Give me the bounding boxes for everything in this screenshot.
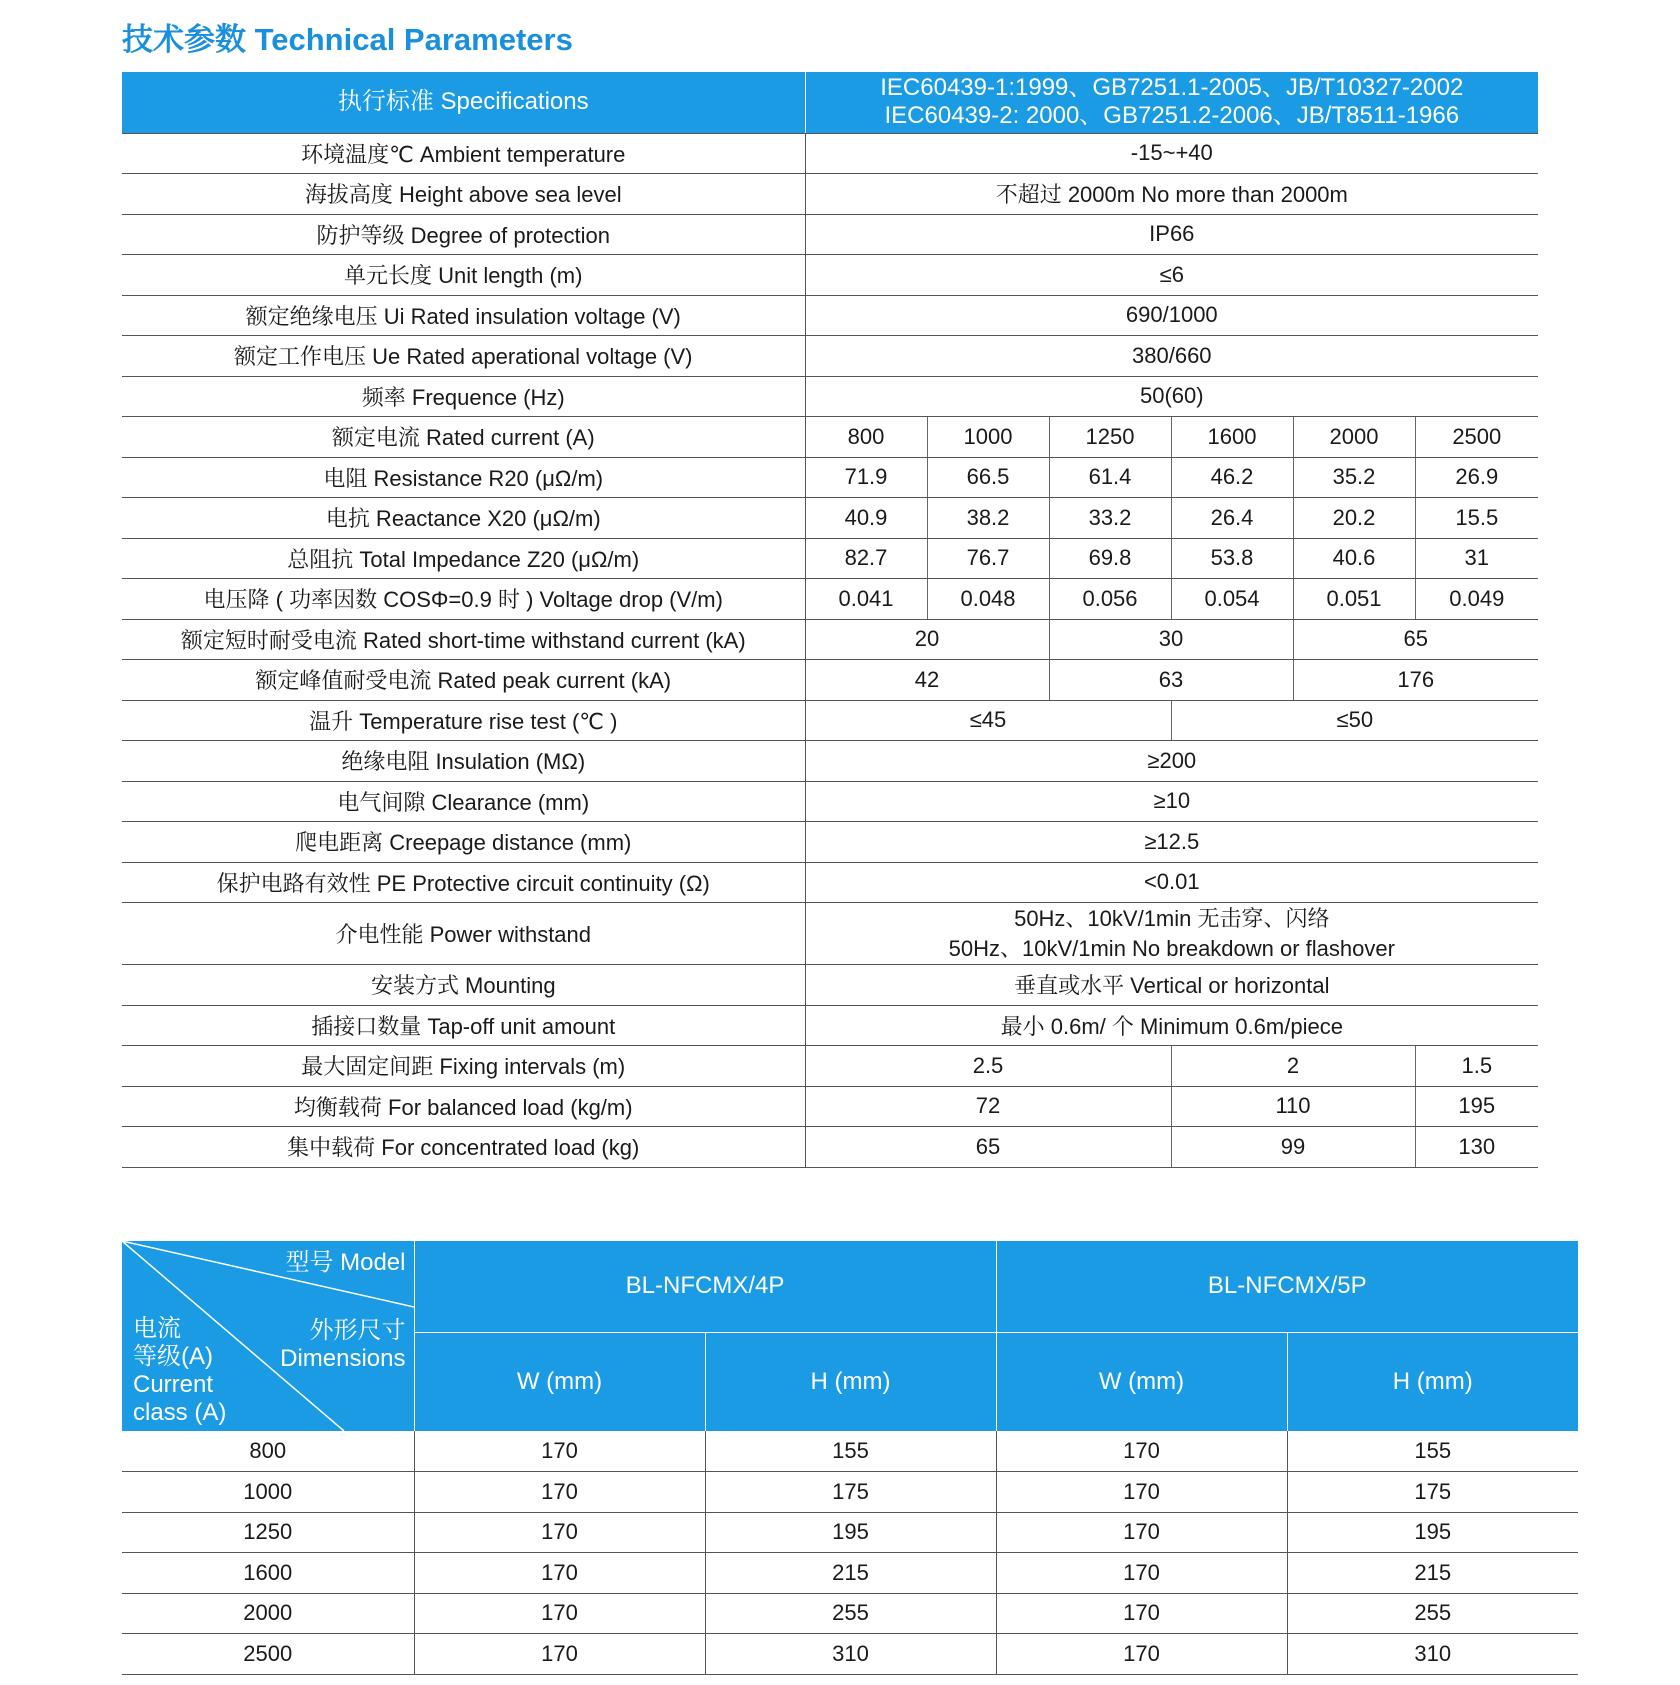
table-row <box>122 903 1538 965</box>
table-row <box>122 1127 1538 1168</box>
table-row <box>122 336 1538 377</box>
table-cell: 1250 <box>122 1512 414 1553</box>
table-row <box>122 1086 1538 1127</box>
table-cell: 26.4 <box>1171 498 1293 539</box>
table-row <box>122 1634 1578 1675</box>
table-row <box>122 133 1538 174</box>
table-cell: 1000 <box>122 1472 414 1513</box>
table-row <box>122 376 1538 417</box>
table-cell: 71.9 <box>805 457 927 498</box>
table-cell: ≤45 <box>805 700 1171 741</box>
table-cell: 0.056 <box>1049 579 1171 620</box>
row-label: 防护等级 Degree of protection <box>122 214 805 255</box>
row-label: 电抗 Reactance X20 (μΩ/m) <box>122 498 805 539</box>
table-cell: 310 <box>705 1634 996 1675</box>
row-label: 均衡载荷 For balanced load (kg/m) <box>122 1086 805 1127</box>
table-row <box>122 862 1538 903</box>
row-value: 最小 0.6m/ 个 Minimum 0.6m/piece <box>805 1005 1538 1046</box>
table-cell: 72 <box>805 1086 1171 1127</box>
table-row <box>122 1431 1578 1472</box>
row-value: ≥200 <box>805 741 1538 782</box>
spec-value-line2: IEC60439-2: 2000、GB7251.2-2006、JB/T8511-1966 <box>884 102 1460 130</box>
spec-value <box>805 72 1538 133</box>
row-value: ≥10 <box>805 781 1538 822</box>
specifications-row <box>122 72 1538 133</box>
dimensions-caption-en: Dimensions <box>280 1345 406 1372</box>
table-cell: 63 <box>1049 660 1293 701</box>
column-header: H (mm) <box>705 1332 996 1431</box>
table-row <box>122 1593 1578 1634</box>
row-label: 额定电流 Rated current (A) <box>122 417 805 458</box>
table-cell: ≤50 <box>1171 700 1538 741</box>
row-value <box>805 903 1538 965</box>
model-4p-header: BL-NFCMX/4P <box>414 1241 996 1332</box>
table-cell: 170 <box>414 1512 705 1553</box>
row-label: 总阻抗 Total Impedance Z20 (μΩ/m) <box>122 538 805 579</box>
table-cell: 110 <box>1171 1086 1415 1127</box>
spec-label: 执行标准 Specifications <box>122 72 805 133</box>
table-cell: 2 <box>1171 1046 1415 1087</box>
technical-parameters-table <box>122 72 1538 1168</box>
table-cell: 175 <box>705 1472 996 1513</box>
table-cell: 170 <box>414 1593 705 1634</box>
page-title: 技术参数 Technical Parameters <box>122 22 573 57</box>
row-label: 环境温度℃ Ambient temperature <box>122 133 805 174</box>
row-value: <0.01 <box>805 862 1538 903</box>
table-cell: 2500 <box>1415 417 1538 458</box>
table-cell: 170 <box>996 1593 1287 1634</box>
table-row <box>122 295 1538 336</box>
table-cell: 0.049 <box>1415 579 1538 620</box>
table-row <box>122 965 1538 1006</box>
table-cell: 310 <box>1287 1634 1578 1675</box>
table-cell: 195 <box>1415 1086 1538 1127</box>
table-row <box>122 1472 1578 1513</box>
row-label: 海拔高度 Height above sea level <box>122 174 805 215</box>
column-header: W (mm) <box>996 1332 1287 1431</box>
table-cell: 40.6 <box>1293 538 1415 579</box>
table-cell: 20 <box>805 619 1049 660</box>
table-cell: 35.2 <box>1293 457 1415 498</box>
table-cell: 255 <box>1287 1593 1578 1634</box>
row-value: 380/660 <box>805 336 1538 377</box>
row-label: 电气间隙 Clearance (mm) <box>122 781 805 822</box>
row-value: 50(60) <box>805 376 1538 417</box>
row-label: 电阻 Resistance R20 (μΩ/m) <box>122 457 805 498</box>
row-value: 垂直或水平 Vertical or horizontal <box>805 965 1538 1006</box>
table-cell: 31 <box>1415 538 1538 579</box>
table-cell: 170 <box>414 1472 705 1513</box>
model-caption: 型号 Model <box>285 1249 406 1276</box>
current-class-en2: class (A) <box>133 1399 227 1426</box>
dimensions-table <box>122 1241 1578 1675</box>
table-row <box>122 417 1538 458</box>
table-cell: 155 <box>1287 1431 1578 1472</box>
row-value-line1: 50Hz、10kV/1min 无击穿、闪络 <box>1014 905 1330 931</box>
row-label: 安装方式 Mounting <box>122 965 805 1006</box>
table-cell: 61.4 <box>1049 457 1171 498</box>
table-cell: 215 <box>705 1553 996 1594</box>
row-label: 绝缘电阻 Insulation (MΩ) <box>122 741 805 782</box>
table-cell: 38.2 <box>927 498 1049 539</box>
table-cell: 30 <box>1049 619 1293 660</box>
table-row <box>122 174 1538 215</box>
table-cell: 800 <box>122 1431 414 1472</box>
spec-value-line1: IEC60439-1:1999、GB7251.1-2005、JB/T10327-2002 <box>880 74 1464 102</box>
table-cell: 1000 <box>927 417 1049 458</box>
table-cell: 2.5 <box>805 1046 1171 1087</box>
row-label: 电压降 ( 功率因数 COSΦ=0.9 时 ) Voltage drop (V/m) <box>122 579 805 620</box>
model-5p-header: BL-NFCMX/5P <box>996 1241 1578 1332</box>
table-cell: 215 <box>1287 1553 1578 1594</box>
table-row <box>122 781 1538 822</box>
current-class-cn1: 电流 <box>133 1315 181 1342</box>
table-cell: 66.5 <box>927 457 1049 498</box>
row-value: ≤6 <box>805 255 1538 296</box>
table-cell: 15.5 <box>1415 498 1538 539</box>
row-label: 额定峰值耐受电流 Rated peak current (kA) <box>122 660 805 701</box>
current-class-cn2: 等级(A) <box>133 1343 213 1370</box>
table-cell: 26.9 <box>1415 457 1538 498</box>
row-label: 温升 Temperature rise test (℃ ) <box>122 700 805 741</box>
row-label: 额定绝缘电压 Ui Rated insulation voltage (V) <box>122 295 805 336</box>
table-row <box>122 700 1538 741</box>
row-label: 保护电路有效性 PE Protective circuit continuity (Ω) <box>122 862 805 903</box>
current-class-en1: Current <box>133 1371 214 1398</box>
table-cell: 2500 <box>122 1634 414 1675</box>
table-cell: 69.8 <box>1049 538 1171 579</box>
table-cell: 195 <box>1287 1512 1578 1553</box>
table-cell: 42 <box>805 660 1049 701</box>
row-label: 集中载荷 For concentrated load (kg) <box>122 1127 805 1168</box>
dimensions-caption-cn: 外形尺寸 <box>309 1317 406 1344</box>
table-cell: 175 <box>1287 1472 1578 1513</box>
table-cell: 1250 <box>1049 417 1171 458</box>
row-value-line2: 50Hz、10kV/1min No breakdown or flashover <box>948 935 1395 961</box>
row-value: 690/1000 <box>805 295 1538 336</box>
row-value: -15~+40 <box>805 133 1538 174</box>
row-label: 频率 Frequence (Hz) <box>122 376 805 417</box>
table-cell: 2000 <box>1293 417 1415 458</box>
table-row <box>122 1512 1578 1553</box>
table-cell: 800 <box>805 417 927 458</box>
table-cell: 170 <box>996 1512 1287 1553</box>
column-header: W (mm) <box>414 1332 705 1431</box>
row-value: ≥12.5 <box>805 822 1538 863</box>
table-cell: 1600 <box>1171 417 1293 458</box>
column-header: H (mm) <box>1287 1332 1578 1431</box>
table-row <box>122 1046 1538 1087</box>
table-cell: 255 <box>705 1593 996 1634</box>
table-row <box>122 660 1538 701</box>
row-label: 爬电距离 Creepage distance (mm) <box>122 822 805 863</box>
table-cell: 155 <box>705 1431 996 1472</box>
table-cell: 0.041 <box>805 579 927 620</box>
table-cell: 1.5 <box>1415 1046 1538 1087</box>
table-cell: 0.054 <box>1171 579 1293 620</box>
table-cell: 170 <box>414 1634 705 1675</box>
table-cell: 0.048 <box>927 579 1049 620</box>
table-cell: 46.2 <box>1171 457 1293 498</box>
row-value: IP66 <box>805 214 1538 255</box>
table-row <box>122 538 1538 579</box>
table-cell: 65 <box>805 1127 1171 1168</box>
table-cell: 99 <box>1171 1127 1415 1168</box>
model-header-row <box>122 1241 1578 1332</box>
table-cell: 170 <box>996 1472 1287 1513</box>
table-cell: 170 <box>996 1634 1287 1675</box>
current-class-caption <box>133 1315 226 1427</box>
table-row <box>122 214 1538 255</box>
table-row <box>122 579 1538 620</box>
row-value: 不超过 2000m No more than 2000m <box>805 174 1538 215</box>
table-cell: 76.7 <box>927 538 1049 579</box>
row-label: 介电性能 Power withstand <box>122 903 805 965</box>
table-cell: 170 <box>996 1431 1287 1472</box>
table-row <box>122 1553 1578 1594</box>
table-cell: 170 <box>996 1553 1287 1594</box>
row-label: 插接口数量 Tap-off unit amount <box>122 1005 805 1046</box>
row-label: 额定短时耐受电流 Rated short-time withstand current (kA) <box>122 619 805 660</box>
table-cell: 1600 <box>122 1553 414 1594</box>
table-row <box>122 498 1538 539</box>
table-cell: 2000 <box>122 1593 414 1634</box>
table-cell: 170 <box>414 1553 705 1594</box>
table-cell: 0.051 <box>1293 579 1415 620</box>
row-label: 最大固定间距 Fixing intervals (m) <box>122 1046 805 1087</box>
table-cell: 195 <box>705 1512 996 1553</box>
table-row <box>122 457 1538 498</box>
table-cell: 40.9 <box>805 498 927 539</box>
table-cell: 20.2 <box>1293 498 1415 539</box>
table-cell: 176 <box>1293 660 1538 701</box>
table-row <box>122 741 1538 782</box>
table-cell: 170 <box>414 1431 705 1472</box>
table-row <box>122 255 1538 296</box>
corner-header <box>122 1241 414 1431</box>
table-cell: 130 <box>1415 1127 1538 1168</box>
table-cell: 65 <box>1293 619 1538 660</box>
table-cell: 82.7 <box>805 538 927 579</box>
table-cell: 53.8 <box>1171 538 1293 579</box>
table-row <box>122 619 1538 660</box>
table-cell: 33.2 <box>1049 498 1171 539</box>
table-row <box>122 822 1538 863</box>
table-row <box>122 1005 1538 1046</box>
row-label: 额定工作电压 Ue Rated aperational voltage (V) <box>122 336 805 377</box>
row-label: 单元长度 Unit length (m) <box>122 255 805 296</box>
dimensions-caption <box>280 1317 405 1373</box>
